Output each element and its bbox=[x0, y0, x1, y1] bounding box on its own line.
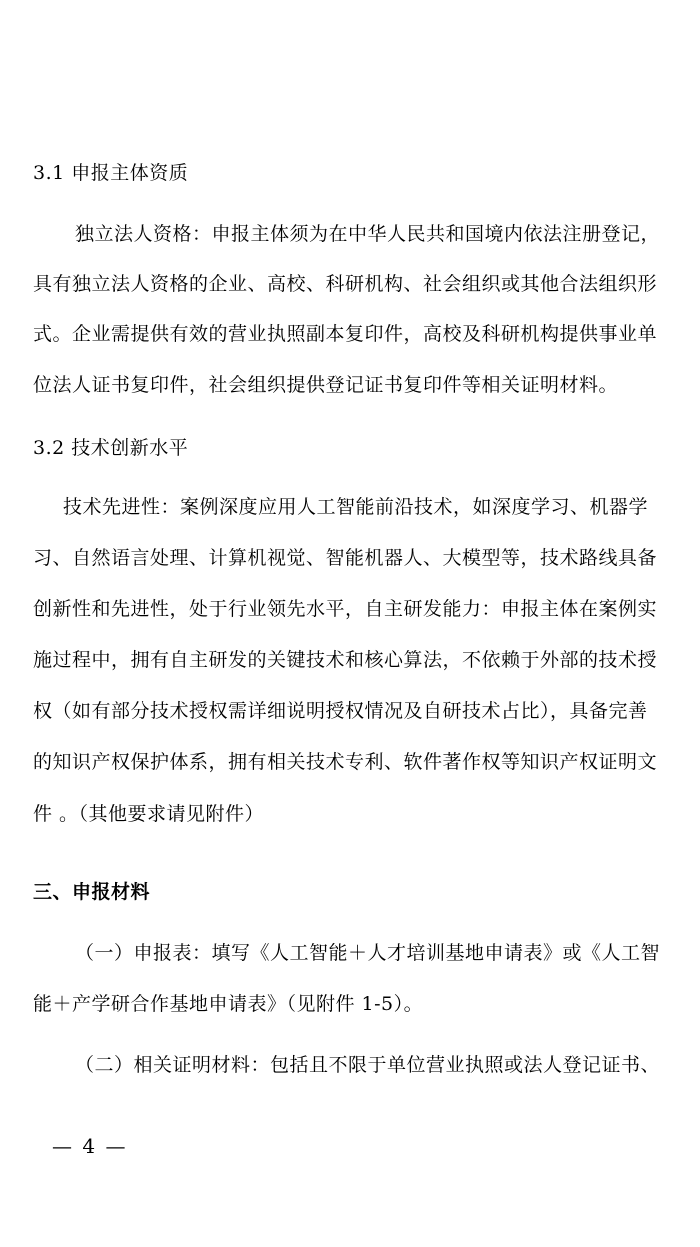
paragraph-line: 施过程中，拥有自主研发的关键技术和核心算法，不依赖于外部的技术授 bbox=[33, 649, 658, 671]
paragraph-line: 技术先进性：案例深度应用人工智能前沿技术，如深度学习、机器学 bbox=[63, 496, 649, 518]
paragraph-line: 具有独立法人资格的企业、高校、科研机构、社会组织或其他合法组织形 bbox=[33, 273, 658, 295]
section-3-heading: 三、申报材料 bbox=[33, 881, 151, 903]
paragraph-line: 权（如有部分技术授权需详细说明授权情况及自研技术占比），具备完善 bbox=[33, 700, 648, 722]
paragraph-line: 位法人证书复印件，社会组织提供登记证书复印件等相关证明材料。 bbox=[33, 374, 619, 396]
paragraph-line: 习、自然语言处理、计算机视觉、智能机器人、大模型等，技术路线具备 bbox=[33, 547, 658, 569]
paragraph-line: 式。企业需提供有效的营业执照副本复印件，高校及科研机构提供事业单 bbox=[33, 323, 658, 345]
paragraph-line: 独立法人资格：申报主体须为在中华人民共和国境内依法注册登记， bbox=[75, 223, 661, 245]
paragraph-line: （二）相关证明材料：包括且不限于单位营业执照或法人登记证书、 bbox=[75, 1054, 661, 1076]
section-3-2-heading: 3.2 技术创新水平 bbox=[33, 437, 189, 459]
paragraph-line: 的知识产权保护体系，拥有相关技术专利、软件著作权等知识产权证明文 bbox=[33, 751, 658, 773]
paragraph-line: 件 。（其他要求请见附件） bbox=[33, 803, 265, 825]
paragraph-line: （一）申报表：填写《人工智能＋人才培训基地申请表》或《人工智 bbox=[75, 942, 661, 964]
paragraph-line: 能＋产学研合作基地申请表》（见附件 1-5）。 bbox=[33, 993, 424, 1015]
section-3-1-heading: 3.1 申报主体资质 bbox=[33, 162, 189, 184]
page-number: — 4 — bbox=[52, 1134, 128, 1158]
paragraph-line: 创新性和先进性，处于行业领先水平，自主研发能力：申报主体在案例实 bbox=[33, 598, 658, 620]
